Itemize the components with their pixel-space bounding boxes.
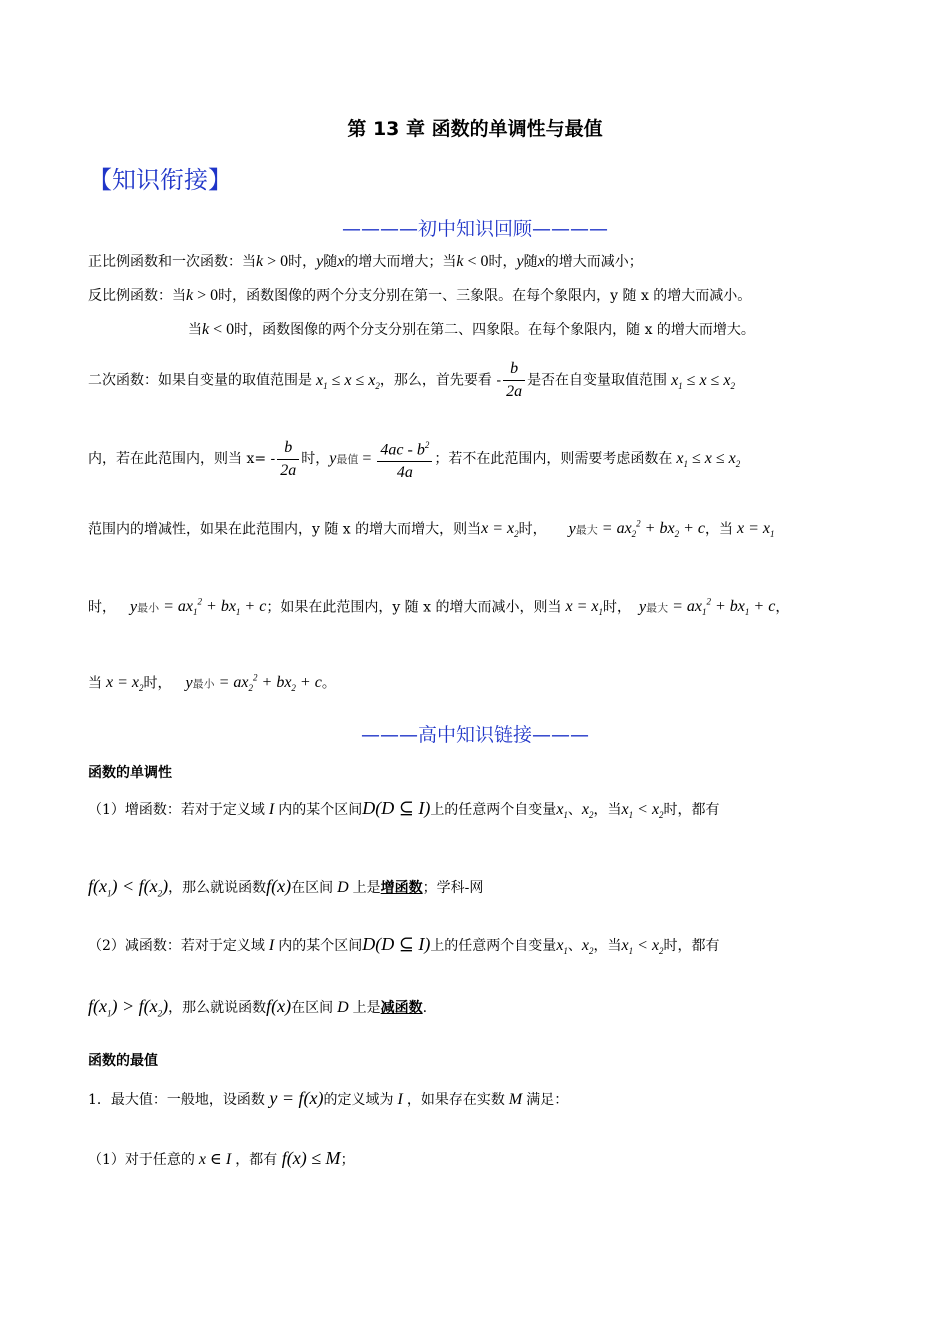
math-range: $x_1 \le x \le x_2$ <box>312 371 380 391</box>
increasing-def-line-1: （1）增函数：若对于定义域 I 内的某个区间D(D ⊆ I)上的任意两个自变量$x_1$、$x_2$，当$x_1 < x_2$时，都有 <box>88 798 720 821</box>
fraction-vertex-value: $\frac{4ac - b^2}{4a}$ <box>377 434 432 484</box>
increasing-def-line-2: $f(x_1) < f(x_2)$，那么就说函数f(x)在区间 D 上是增函数；学科-网 <box>88 876 484 899</box>
junior-section-header: ————初中知识回顾———— <box>341 218 608 240</box>
maximum-def-line-2: （1）对于任意的 x ∈ I ，都有 f(x) ≤ M； <box>88 1148 355 1168</box>
fraction-b-over-2a: $\frac{b}{2a}$ <box>503 358 525 403</box>
monotonicity-heading: 函数的单调性 <box>88 765 172 781</box>
junior-line-5: 内，若在此范围内，则当 x= - $\frac{b}{2a}$ 时，y最值 = $\frac{4ac - b^2}{4a}$ ；若不在此范围内，则需要考虑函数在 $x_1 \le x \le x_2$ <box>88 434 740 484</box>
decreasing-def-line-1: （2）减函数：若对于定义域 I 内的某个区间D(D ⊆ I)上的任意两个自变量$x_1$、$x_2$，当$x_1 < x_2$时，都有 <box>88 934 720 957</box>
page-title: 第 13 章 函数的单调性与最值 <box>347 118 603 140</box>
junior-line-6: 范围内的增减性，如果在此范围内，y 随 x 的增大而增大，则当$x = x_2$时， y最大 = $ax_2^2 + bx_2 + c$，当 $x = x_1$ <box>88 519 775 540</box>
junior-line-3: 当k < 0时，函数图像的两个分支分别在第二、四象限。在每个象限内，随 x 的增大而增大。 <box>188 321 755 338</box>
junior-line-7: 时， y最小 = $ax_1^2 + bx_1 + c$；如果在此范围内，y 随 x 的增大而减小，则当 $x = x_1$时， y最大 = $ax_1^2 + bx_1 + c$， <box>88 597 790 618</box>
maximum-def-line-1: 1．最大值：一般地，设函数 y = f(x)的定义域为 I ，如果存在实数 M 满足： <box>88 1088 569 1108</box>
junior-line-2: 反比例函数：当k > 0时，函数图像的两个分支分别在第一、三象限。在每个象限内，y 随 x 的增大而减小。 <box>88 287 752 304</box>
term-increasing-function: 增函数 <box>380 880 423 896</box>
decreasing-def-line-2: $f(x_1) > f(x_2)$，那么就说函数f(x)在区间 D 上是减函数. <box>88 996 428 1019</box>
term-decreasing-function: 减函数 <box>380 1000 423 1016</box>
junior-line-4: 二次函数：如果自变量的取值范围是 $x_1 \le x \le x_2$，那么，首先要看 - $\frac{b}{2a}$ 是否在自变量取值范围 $x_1 \le x \le x_2$ <box>88 358 735 403</box>
knowledge-header: 【知识衔接】 <box>88 166 232 194</box>
junior-line-8: 当 $x = x_2$时， y最小 = $ax_2^2 + bx_2 + c$。 <box>88 673 336 694</box>
extrema-heading: 函数的最值 <box>88 1053 158 1069</box>
math-k-lt-0: k <box>456 253 464 270</box>
math-k-gt-0: k <box>256 253 264 270</box>
fraction-b-over-2a: $\frac{b}{2a}$ <box>277 437 299 482</box>
junior-line-1: 正比例函数和一次函数：当k > 0时，y随x的增大而增大；当k < 0时，y随x的增大而减小； <box>88 253 643 270</box>
senior-section-header: ———高中知识链接——— <box>360 724 589 746</box>
